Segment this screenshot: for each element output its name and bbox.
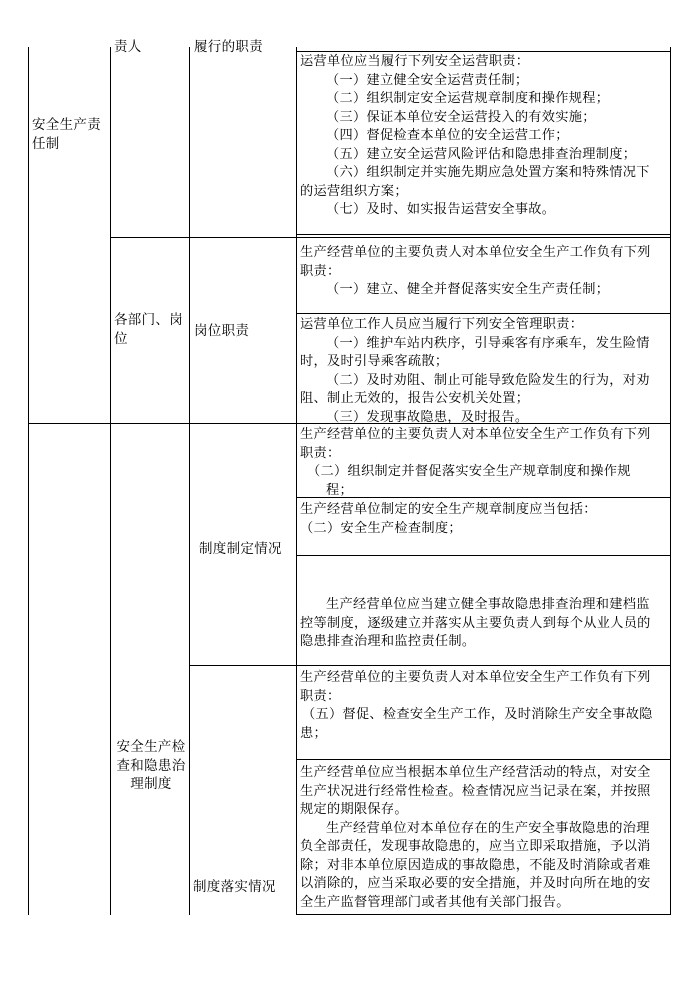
cell-line: （一）建立健全安全运营责任制； bbox=[326, 72, 529, 88]
subcategory-dept-label bbox=[114, 311, 188, 348]
cell-line: （三）保证本单位安全运营投入的有效实施； bbox=[326, 109, 596, 125]
grid-line bbox=[110, 47, 111, 915]
grid-line bbox=[189, 665, 671, 666]
cell-f bbox=[300, 596, 668, 652]
grid-line bbox=[296, 555, 671, 556]
cell-line: 生产经营单位的主要负责人对本单位安全生产工作负有下列 bbox=[300, 670, 651, 685]
subcategory-top-text: 责人 bbox=[114, 39, 142, 55]
grid-line bbox=[296, 313, 671, 314]
grid-line bbox=[296, 234, 671, 235]
cell-line: 阻、制止无效的，报告公安机关处置； bbox=[300, 391, 530, 406]
cell-line: 以消除的，应当采取必要的安全措施，并及时向所在地的安 bbox=[300, 876, 651, 891]
item-implementation-text: 制度落实情况 bbox=[193, 879, 276, 895]
subcategory-dept-text: 各部门、岗位 bbox=[114, 312, 183, 347]
cell-line: （四）督促检查本单位的安全运营工作； bbox=[326, 128, 569, 143]
cell-line: 时，及时引导乘客疏散； bbox=[300, 354, 449, 369]
cell-line: 职责： bbox=[300, 688, 341, 704]
cell-line: 的运营组织方案； bbox=[300, 183, 408, 199]
cell-line: （二）安全生产检查制度； bbox=[300, 520, 462, 536]
cell-line: 生产经营单位对本单位存在的生产安全事故隐患的治理 bbox=[326, 820, 650, 836]
grid-line bbox=[296, 47, 297, 915]
cell-line: 隐患排查治理和监控责任制。 bbox=[300, 634, 476, 649]
cell-line: 生产经营单位应当建立健全事故隐患排查治理和建档监 bbox=[326, 597, 650, 612]
cell-e bbox=[300, 501, 668, 538]
cell-line: 运营单位工作人员应当履行下列安全管理职责： bbox=[300, 317, 584, 332]
grid-line bbox=[670, 47, 671, 915]
item-post-text: 岗位职责 bbox=[194, 323, 250, 339]
cell-line: 患； bbox=[300, 725, 327, 741]
cell-line: （二）组织制定并督促落实安全生产规章制度和操作规 bbox=[307, 464, 631, 479]
item-formulation-label bbox=[199, 540, 282, 559]
category-label bbox=[32, 116, 108, 153]
grid-line bbox=[296, 759, 671, 760]
cell-a bbox=[300, 53, 668, 220]
cell-line: 职责： bbox=[300, 445, 341, 461]
cell-line: 负全部责任，发现事故隐患的，应当立即采取措施，予以消 bbox=[300, 839, 651, 854]
cell-c bbox=[300, 316, 668, 427]
cell-line: 生产经营单位的主要负责人对本单位安全生产工作负有下列 bbox=[300, 427, 651, 442]
subcategory-inspection-text: 安全生产检查和隐患治理制度 bbox=[116, 739, 186, 792]
category-text: 安全生产责任制 bbox=[32, 117, 101, 152]
grid-line bbox=[28, 47, 29, 915]
cell-line: 生产状况进行经常性检查。检查情况应当记录在案，并按照 bbox=[300, 783, 651, 799]
cell-h bbox=[300, 764, 668, 912]
cell-line: （三）发现事故隐患，及时报告。 bbox=[326, 409, 529, 425]
cell-line: 控等制度，逐级建立并落实从主要负责人到每个从业人员的 bbox=[300, 615, 651, 631]
cell-line: （二）组织制定安全运营规章制度和操作规程； bbox=[326, 91, 610, 106]
cell-line: （五）督促、检查安全生产工作，及时消除生产安全事故隐 bbox=[302, 707, 653, 722]
item-top-text: 履行的职责 bbox=[194, 39, 263, 55]
cell-line: 生产经营单位的主要负责人对本单位安全生产工作负有下列 bbox=[300, 245, 651, 260]
cell-line: 生产经营单位应当根据本单位生产经营活动的特点，对安全 bbox=[300, 765, 651, 780]
grid-line bbox=[189, 47, 190, 915]
cell-line: （一）建立、健全并督促落实安全生产责任制； bbox=[326, 282, 610, 297]
cell-line: 除；对非本单位原因造成的事故隐患，不能及时消除或者难 bbox=[300, 857, 651, 873]
cell-line: （二）及时劝阻、制止可能导致危险发生的行为，对劝 bbox=[326, 372, 650, 388]
cell-line: （五）建立安全运营风险评估和隐患排查治理制度； bbox=[326, 146, 637, 162]
cell-line: （七）及时、如实报告运营安全事故。 bbox=[326, 202, 556, 217]
grid-line bbox=[110, 237, 671, 238]
cell-line: （一）维护车站内秩序，引导乘客有序乘车，发生险情 bbox=[326, 335, 650, 351]
cell-line: 程； bbox=[326, 482, 353, 498]
item-formulation-text: 制度制定情况 bbox=[199, 541, 282, 557]
cell-line: 规定的期限保存。 bbox=[300, 802, 408, 817]
cell-d bbox=[300, 426, 668, 500]
cell-line: 全生产监督管理部门或者其他有关部门报告。 bbox=[300, 894, 570, 910]
grid-line bbox=[296, 914, 671, 915]
cell-line: （六）组织制定并实施先期应急处置方案和特殊情况下 bbox=[326, 165, 650, 180]
item-post-label bbox=[194, 322, 249, 341]
cell-line: 职责： bbox=[300, 263, 341, 279]
subcategory-inspection-label bbox=[114, 738, 188, 794]
item-implementation-label bbox=[193, 878, 276, 897]
cell-g bbox=[300, 669, 668, 743]
item-top-label bbox=[191, 38, 295, 56]
cell-line: 运营单位应当履行下列安全运营职责： bbox=[300, 54, 530, 69]
cell-line: 生产经营单位制定的安全生产规章制度应当包括： bbox=[300, 502, 597, 517]
subcategory-top-label bbox=[112, 38, 186, 56]
cell-b bbox=[300, 244, 668, 300]
grid-line bbox=[296, 51, 671, 52]
